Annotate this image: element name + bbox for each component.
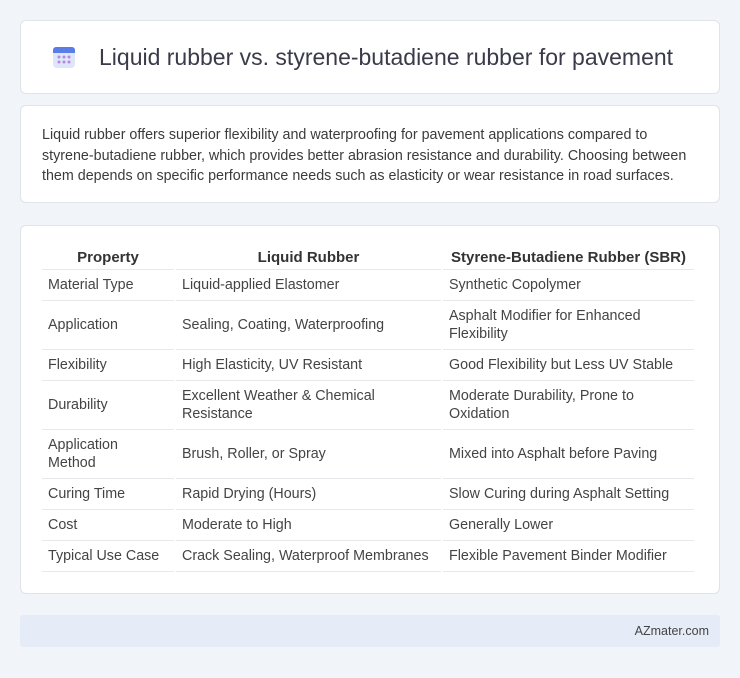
property-cell: Typical Use Case (42, 541, 174, 572)
liquid-rubber-cell: Crack Sealing, Waterproof Membranes (176, 541, 441, 572)
property-cell: Flexibility (42, 350, 174, 381)
sbr-cell: Mixed into Asphalt before Paving (443, 430, 694, 479)
table-header-row (42, 246, 694, 270)
liquid-rubber-cell: Moderate to High (176, 510, 441, 541)
table-row (42, 381, 694, 430)
liquid-rubber-cell: Liquid-applied Elastomer (176, 270, 441, 301)
calendar-icon (52, 45, 76, 69)
liquid-rubber-cell: Sealing, Coating, Waterproofing (176, 301, 441, 350)
property-cell: Application Method (42, 430, 174, 479)
sbr-cell: Asphalt Modifier for Enhanced Flexibility (443, 301, 694, 350)
property-cell: Durability (42, 381, 174, 430)
column-header-liquid-rubber: Liquid Rubber (176, 246, 441, 270)
page-title: Liquid rubber vs. styrene-butadiene rubber for pavement (99, 43, 674, 70)
sbr-cell: Flexible Pavement Binder Modifier (443, 541, 694, 572)
comparison-table (40, 246, 696, 572)
property-cell: Material Type (42, 270, 174, 301)
footer-bar (20, 615, 720, 647)
liquid-rubber-cell: Rapid Drying (Hours) (176, 479, 441, 510)
property-cell: Application (42, 301, 174, 350)
sbr-cell: Good Flexibility but Less UV Stable (443, 350, 694, 381)
table-row (42, 510, 694, 541)
intro-card (20, 105, 720, 203)
title-card (20, 20, 720, 94)
property-cell: Curing Time (42, 479, 174, 510)
comparison-card (20, 225, 720, 594)
liquid-rubber-cell: Brush, Roller, or Spray (176, 430, 441, 479)
column-header-property: Property (42, 246, 174, 270)
table-row (42, 270, 694, 301)
liquid-rubber-cell: High Elasticity, UV Resistant (176, 350, 441, 381)
sbr-cell: Generally Lower (443, 510, 694, 541)
sbr-cell: Slow Curing during Asphalt Setting (443, 479, 694, 510)
footer-brand[interactable]: AZmater.com (634, 624, 709, 638)
sbr-cell: Synthetic Copolymer (443, 270, 694, 301)
table-row (42, 541, 694, 572)
table-row (42, 301, 694, 350)
sbr-cell: Moderate Durability, Prone to Oxidation (443, 381, 694, 430)
intro-text: Liquid rubber offers superior flexibility and waterproofing for pavement applications compared to styrene-butadiene rubber, which provides better abrasion resistance and durability. Choosing between them depends on specific performance needs such as elasticity or wear resistance in road surfaces. (42, 127, 687, 184)
property-cell: Cost (42, 510, 174, 541)
table-row (42, 350, 694, 381)
table-row (42, 479, 694, 510)
column-header-sbr: Styrene-Butadiene Rubber (SBR) (443, 246, 694, 270)
liquid-rubber-cell: Excellent Weather & Chemical Resistance (176, 381, 441, 430)
table-row (42, 430, 694, 479)
